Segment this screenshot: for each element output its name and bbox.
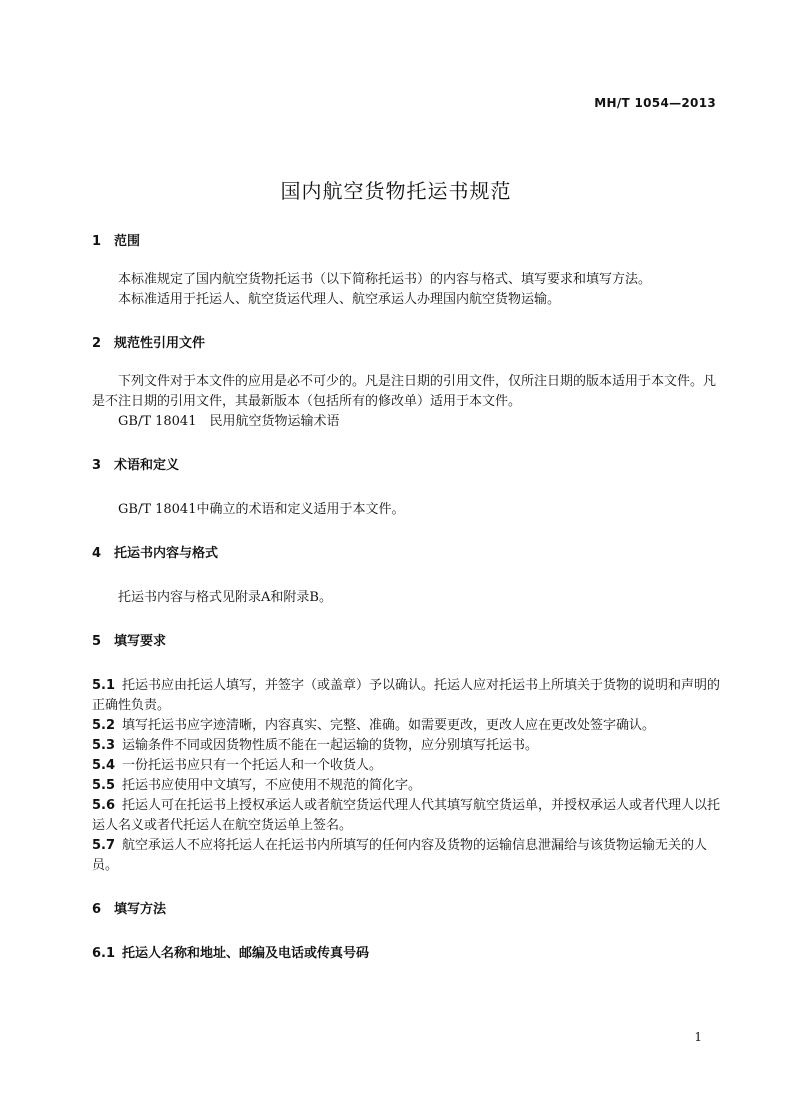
section-heading-normative-references bbox=[92, 334, 720, 354]
item-text: 托运人可在托运书上授权承运人或者航空货运代理人代其填写航空货运单，并授权承运人或者代理人以托运人名义或者代托运人在航空货运单上签名。 bbox=[92, 798, 721, 833]
document-body bbox=[92, 232, 720, 964]
item-number: 5.4 bbox=[92, 758, 116, 773]
item-text: 航空承运人不应将托运人在托运书内所填写的任何内容及货物的运输信息泄漏给与该货物运输无关的人员。 bbox=[92, 838, 708, 873]
section-title: 填写要求 bbox=[114, 634, 167, 649]
standard-code: MH/T 1054—2013 bbox=[594, 96, 716, 110]
item-text: 填写托运书应字迹清晰，内容真实、完整、准确。如需要更改，更改人应在更改处签字确认。 bbox=[122, 718, 656, 733]
item-number: 5.3 bbox=[92, 738, 116, 753]
paragraph: 下列文件对于本文件的应用是必不可少的。凡是注日期的引用文件，仅所注日期的版本适用于本文件。凡是不注日期的引用文件，其最新版本（包括所有的修改单）适用于本文件。 bbox=[92, 374, 717, 409]
subsection-heading-shipper-info bbox=[92, 944, 720, 964]
item-text: 一份托运书应只有一个托运人和一个收货人。 bbox=[122, 758, 383, 773]
subsection-title: 托运人名称和地址、邮编及电话或传真号码 bbox=[122, 946, 370, 961]
reference-entry: GB/T 18041 民用航空货物运输术语 bbox=[118, 414, 340, 429]
section-number: 5 bbox=[92, 634, 102, 649]
section-number: 1 bbox=[92, 234, 102, 249]
requirement-item bbox=[92, 796, 720, 836]
requirement-item bbox=[92, 676, 720, 716]
section-number: 2 bbox=[92, 336, 102, 351]
item-text: 托运书应由托运人填写，并签字（或盖章）予以确认。托运人应对托运书上所填关于货物的说明和声明的正确性负责。 bbox=[92, 678, 721, 713]
section-number: 3 bbox=[92, 458, 102, 473]
subsection-number: 6.1 bbox=[92, 946, 116, 961]
item-number: 5.6 bbox=[92, 798, 116, 813]
section-heading-requirements bbox=[92, 632, 720, 652]
section-number: 6 bbox=[92, 902, 102, 917]
requirement-item bbox=[92, 756, 720, 776]
section-heading-terms bbox=[92, 456, 720, 476]
document-title: 国内航空货物托运书规范 bbox=[280, 179, 512, 203]
section-heading-filling-method bbox=[92, 900, 720, 920]
section-heading-scope bbox=[92, 232, 720, 252]
page-number: 1 bbox=[694, 1030, 702, 1044]
requirement-item bbox=[92, 736, 720, 756]
section-title: 规范性引用文件 bbox=[114, 336, 206, 351]
item-number: 5.1 bbox=[92, 678, 116, 693]
section-title: 托运书内容与格式 bbox=[114, 546, 219, 561]
requirement-item bbox=[92, 836, 720, 876]
section-title: 填写方法 bbox=[114, 902, 167, 917]
section-number: 4 bbox=[92, 546, 102, 561]
paragraph: GB/T 18041中确立的术语和定义适用于本文件。 bbox=[118, 502, 405, 517]
item-number: 5.5 bbox=[92, 778, 116, 793]
requirement-item bbox=[92, 716, 720, 736]
section-heading-content-format bbox=[92, 544, 720, 564]
item-text: 托运书应使用中文填写，不应使用不规范的简化字。 bbox=[122, 778, 422, 793]
requirement-item bbox=[92, 776, 720, 796]
item-number: 5.7 bbox=[92, 838, 116, 853]
paragraph: 本标准规定了国内航空货物托运书（以下简称托运书）的内容与格式、填写要求和填写方法。 bbox=[118, 272, 652, 287]
paragraph: 本标准适用于托运人、航空货运代理人、航空承运人办理国内航空货物运输。 bbox=[118, 292, 561, 307]
section-title: 范围 bbox=[114, 234, 141, 249]
item-text: 运输条件不同或因货物性质不能在一起运输的货物，应分别填写托运书。 bbox=[122, 738, 539, 753]
section-title: 术语和定义 bbox=[114, 458, 180, 473]
item-number: 5.2 bbox=[92, 718, 116, 733]
paragraph: 托运书内容与格式见附录A和附录B。 bbox=[118, 590, 332, 605]
